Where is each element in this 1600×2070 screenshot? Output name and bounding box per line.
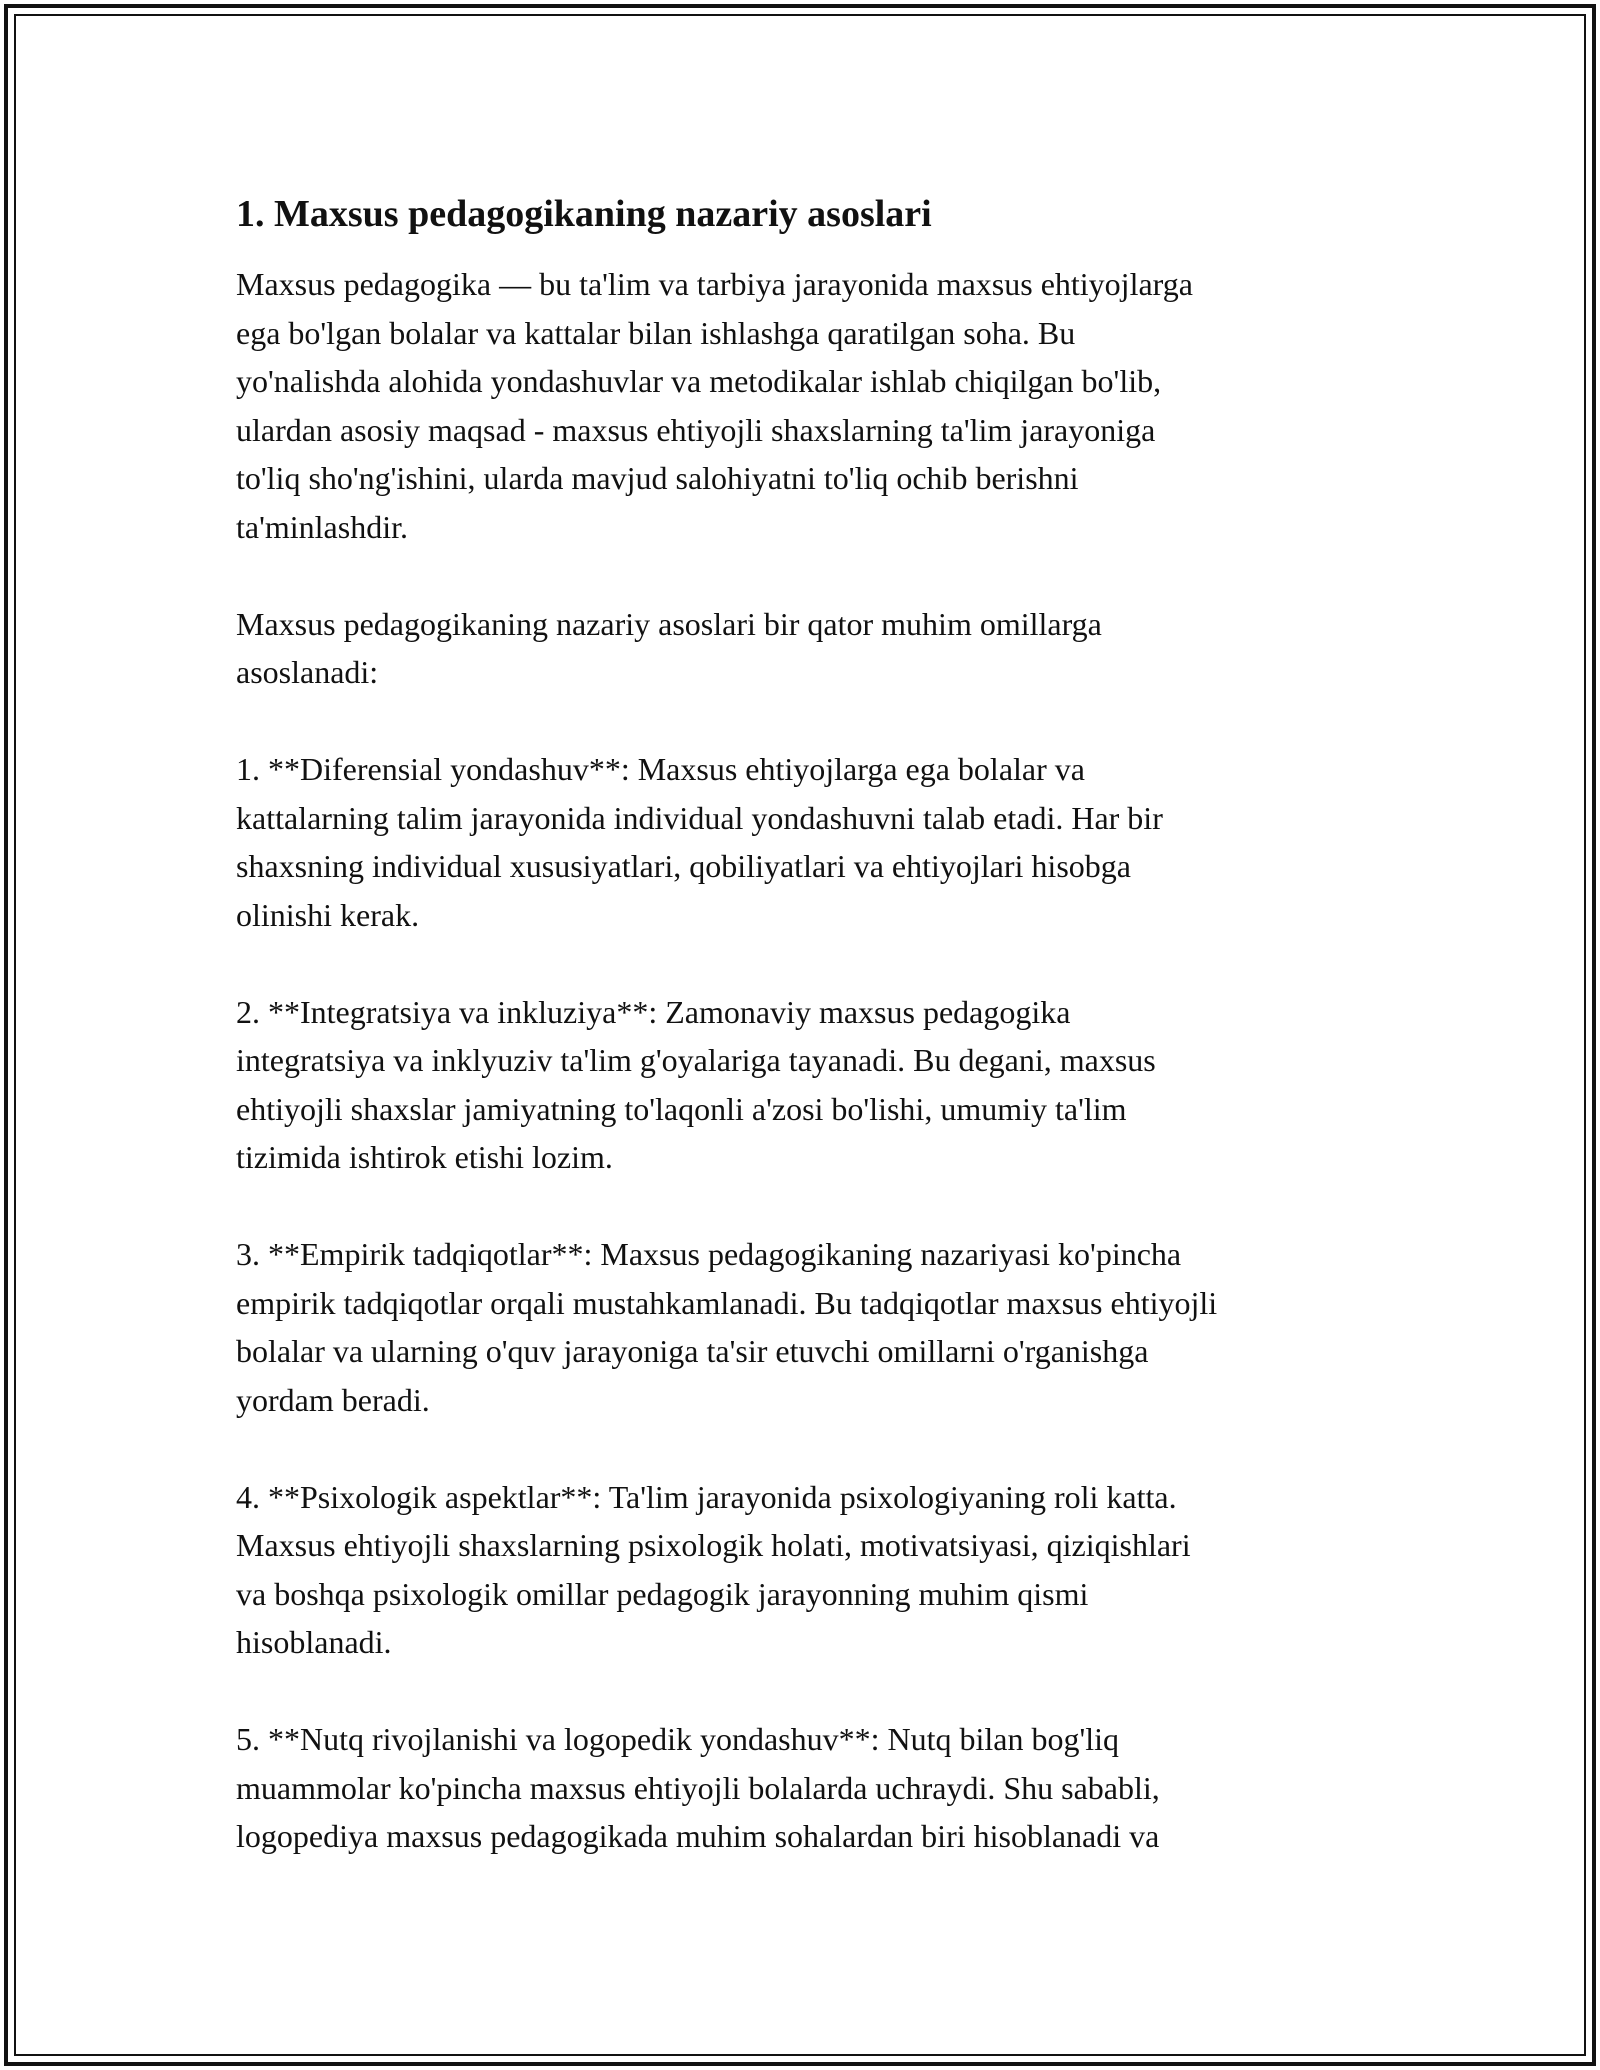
text-line: olinishi kerak. (236, 896, 420, 933)
list-item-5 (236, 1715, 1386, 1861)
list-item-1 (236, 745, 1386, 939)
text-line: Maxsus pedagogikaning nazariy asoslari bir qator muhim omillarga (236, 605, 1102, 642)
text-line: 1. **Diferensial yondashuv**: Maxsus ehtiyojlarga ega bolalar va (236, 751, 1085, 787)
list-item-3 (236, 1230, 1386, 1424)
text-line: ehtiyojli shaxslar jamiyatning to'laqonli a'zosi bo'lishi, umumiy ta'lim (236, 1090, 1127, 1127)
text-line: muammolar ko'pincha maxsus ehtiyojli bolalarda uchraydi. Shu sababli, (236, 1769, 1160, 1806)
text-line: 5. **Nutq rivojlanishi va logopedik yondashuv**: Nutq bilan bog'liq (236, 1721, 1120, 1757)
text-line: shaxsning individual xususiyatlari, qobiliyatlari va ehtiyojlari hisobga (236, 848, 1131, 884)
text-line: logopediya maxsus pedagogikada muhim sohalardan biri hisoblanadi va (236, 1818, 1160, 1854)
text-line: hisoblanadi. (236, 1624, 392, 1660)
text-line: 2. **Integratsiya va inkluziya**: Zamonaviy maxsus pedagogika (236, 993, 1071, 1030)
text-line: va boshqa psixologik omillar pedagogik jarayonning muhim qismi (236, 1575, 1089, 1612)
text-line: yo'nalishda alohida yondashuvlar va metodikalar ishlab chiqilgan bo'lib, (236, 363, 1162, 399)
text-line: yordam beradi. (236, 1381, 430, 1418)
text-line: tizimida ishtirok etishi lozim. (236, 1139, 613, 1175)
paragraph-lead-in (236, 600, 1386, 697)
text-line: kattalarning talim jarayonida individual yondashuvni talab etadi. Har bir (236, 799, 1163, 836)
text-line: to'liq sho'ng'ishini, ularda mavjud salohiyatni to'liq ochib berishni (236, 460, 1079, 496)
paragraph-intro (236, 260, 1386, 551)
text-line: asoslanadi: (236, 654, 379, 690)
list-item-4 (236, 1473, 1386, 1667)
text-line: 3. **Empirik tadqiqotlar**: Maxsus pedagogikaning nazariyasi ko'pincha (236, 1236, 1182, 1272)
text-line: empirik tadqiqotlar orqali mustahkamlanadi. Bu tadqiqotlar maxsus ehtiyojli (236, 1284, 1218, 1321)
text-line: ta'minlashdir. (236, 508, 408, 545)
text-line: Maxsus pedagogika — bu ta'lim va tarbiya jarayonida maxsus ehtiyojlarga (236, 266, 1193, 302)
text-line: ulardan asosiy maqsad - maxsus ehtiyojli shaxslarning ta'lim jarayoniga (236, 411, 1156, 448)
section-heading: 1. Maxsus pedagogikaning nazariy asoslari (236, 193, 932, 235)
text-line: Maxsus ehtiyojli shaxslarning psixologik holati, motivatsiyasi, qiziqishlari (236, 1527, 1191, 1563)
text-line: 4. **Psixologik aspektlar**: Ta'lim jarayonida psixologiyaning roli katta. (236, 1478, 1177, 1515)
text-line: integratsiya va inklyuziv ta'lim g'oyalariga tayanadi. Bu degani, maxsus (236, 1042, 1156, 1078)
list-item-2 (236, 988, 1386, 1182)
document-body (236, 190, 1386, 1861)
text-line: ega bo'lgan bolalar va kattalar bilan ishlashga qaratilgan soha. Bu (236, 314, 1076, 351)
text-line: bolalar va ularning o'quv jarayoniga ta'sir etuvchi omillarni o'rganishga (236, 1333, 1149, 1369)
